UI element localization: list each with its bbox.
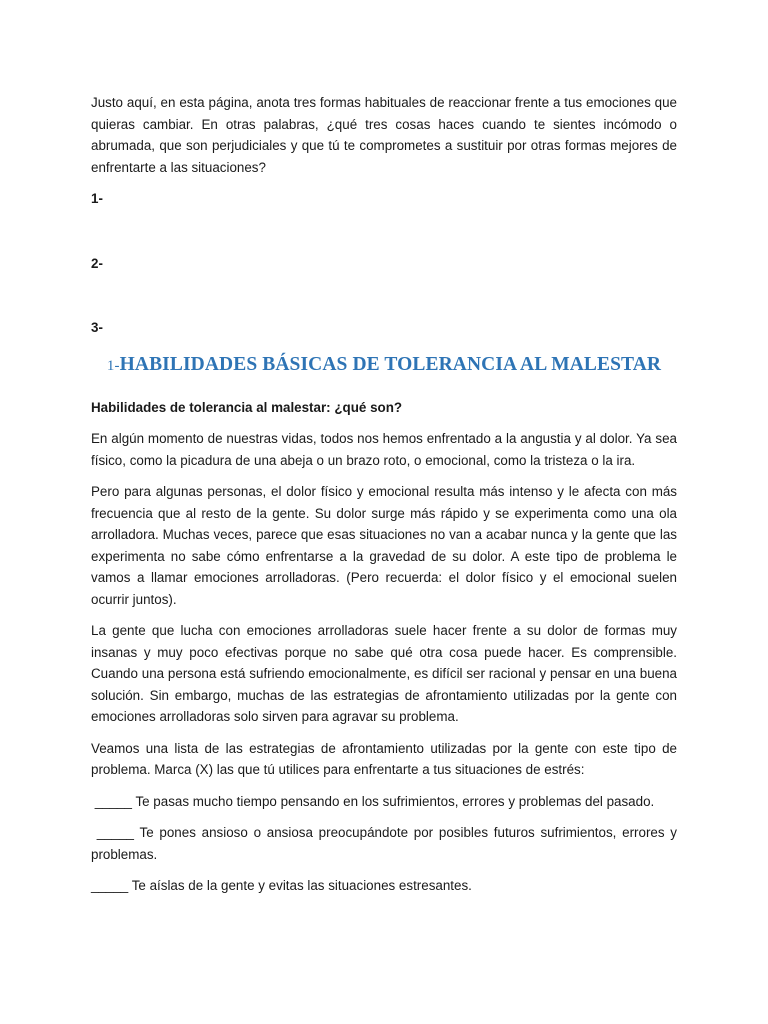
body-paragraph-3: La gente que lucha con emociones arrolladoras suele hacer frente a su dolor de formas muy insanas y muy poco efectivas porque no sabe qué otra cosa puede hacer. Es comprensible. Cuando una persona está sufriendo emocionalmente, es difícil ser racional y pensar en una buena solución. Sin embargo, muchas de las estrategias de afrontamiento utilizadas por la gente con emociones arrolladoras solo sirven para agravar su problema. (91, 623, 677, 724)
section-title: HABILIDADES BÁSICAS DE TOLERANCIA AL MALESTAR (119, 353, 662, 375)
body-paragraph-4: Veamos una lista de las estrategias de afrontamiento utilizadas por la gente con este tipo de problema. Marca (X) las que tú utilices para enfrentarte a tus situaciones de estrés: (91, 740, 677, 777)
checklist-blank: _____ (91, 793, 136, 809)
checklist-item (91, 822, 677, 865)
answer-line-3-label: 3- (91, 320, 103, 335)
checklist-text: Te pones ansioso o ansiosa preocupándote por posibles futuros sufrimientos, errores y problemas. (91, 825, 677, 862)
checklist-item (91, 791, 677, 813)
subheading: Habilidades de tolerancia al malestar: ¿qué son? (91, 399, 403, 415)
checklist-blank: _____ (91, 878, 132, 893)
checklist-text: Te pasas mucho tiempo pensando en los sufrimientos, errores y problemas del pasado. (135, 793, 655, 809)
answer-line-1-label: 1- (91, 191, 103, 206)
checklist-text: Te aíslas de la gente y evitas las situaciones estresantes. (131, 878, 472, 893)
body-paragraph-2: Pero para algunas personas, el dolor físico y emocional resulta más intenso y le afecta con más frecuencia que al resto de la gente. Su dolor surge más rápido y se experimenta como una ola arrolladora. Muchas veces, parece que esas situaciones no van a acabar nunca y la gente que las experimenta no sabe cómo enfrentarse a la gravedad de su dolor. A este tipo de problema le vamos a llamar emociones arrolladoras. (Pero recuerda: el dolor físico y el emocional suelen ocurrir juntos). (91, 484, 677, 607)
answer-line-2-label: 2- (91, 255, 103, 271)
body-paragraph-1: En algún momento de nuestras vidas, todos nos hemos enfrentado a la angustia y al dolor. Ya sea físico, como la picadura de una abeja o un brazo roto, o emocional, como la tristeza o la ira. (91, 431, 677, 468)
section-heading (91, 351, 677, 380)
checklist-blank: _____ (91, 825, 140, 840)
document-page (91, 92, 677, 907)
intro-paragraph: Justo aquí, en esta página, anota tres formas habituales de reaccionar frente a tus emociones que quieras cambiar. En otras palabras, ¿qué tres cosas haces cuando te sientes incómodo o abrumada, que son perjudiciales y que tú te comprometes a sustituir por otras formas mejores de enfrentarte a las situaciones? (91, 95, 677, 175)
section-number: 1- (106, 357, 120, 374)
checklist-item (91, 875, 677, 897)
